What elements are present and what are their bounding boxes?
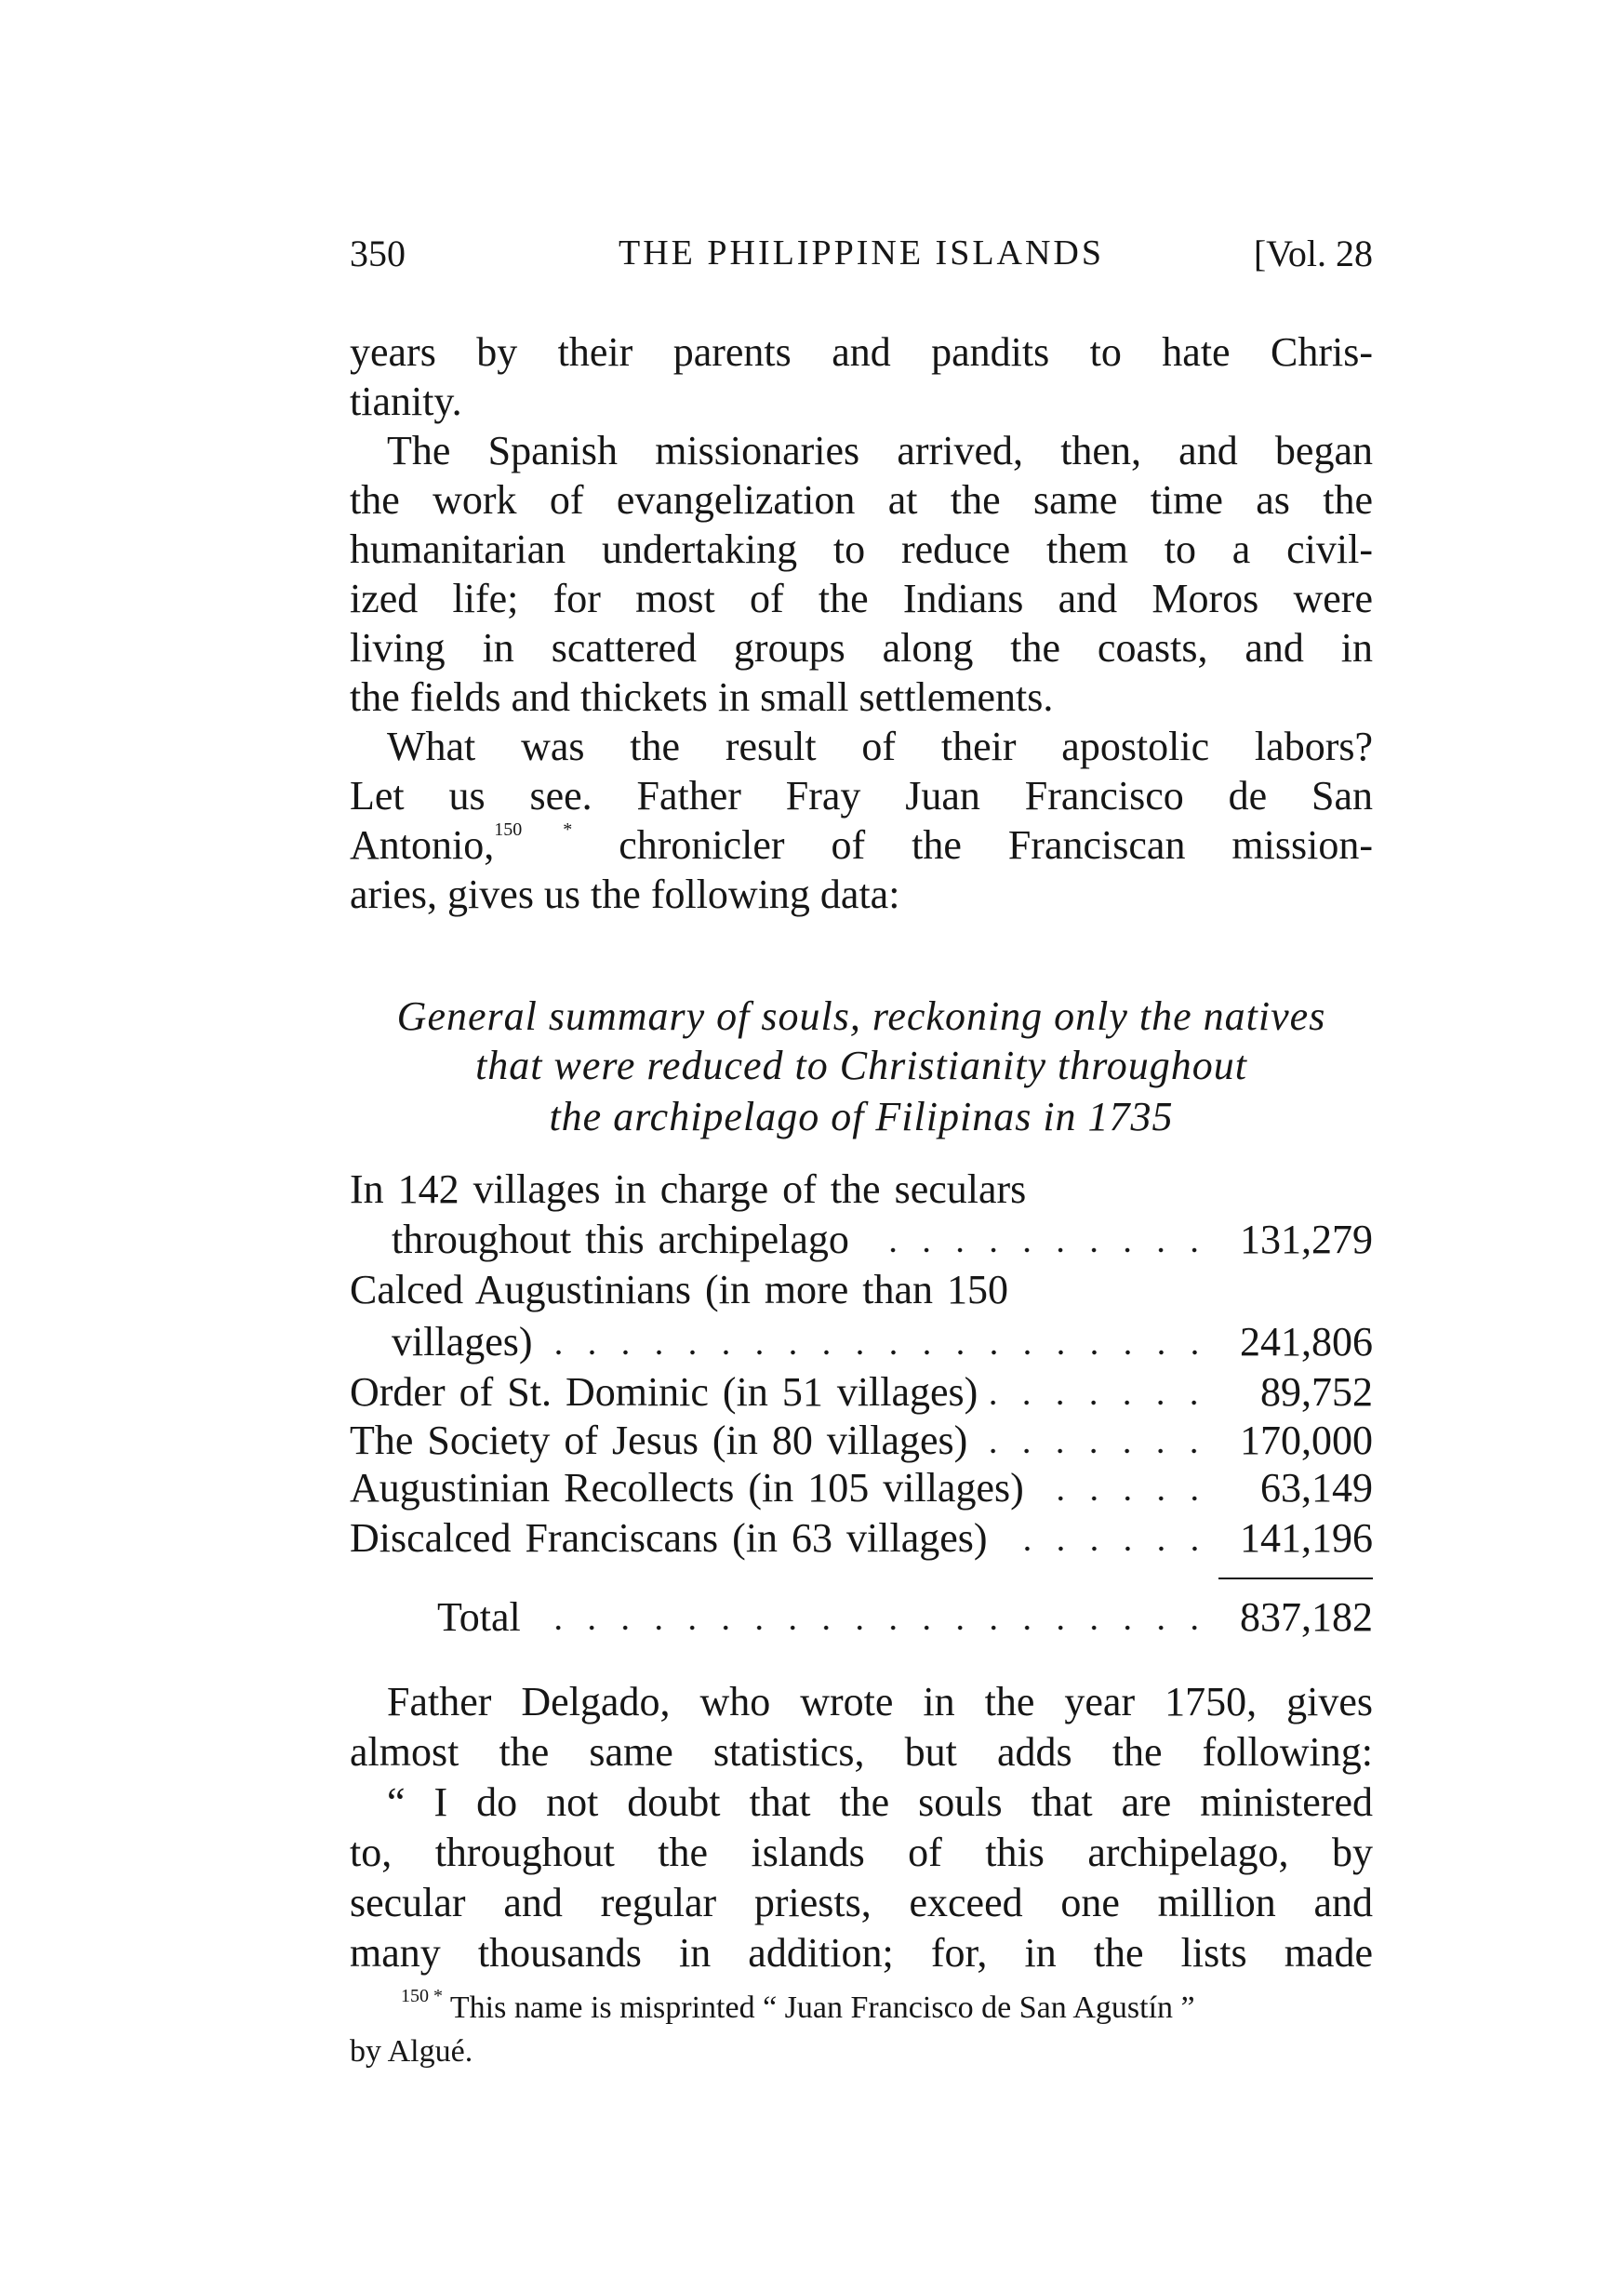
row-label: Augustinian Recollects (in 105 villages) [350,1465,1024,1511]
body-line: many thousands in addition; for, in the lists made [350,1930,1373,1976]
running-title: THE PHILIPPINE ISLANDS [619,233,1104,273]
body-line: the fields and thickets in small settlements. [350,674,1054,720]
row-value: 63,149 [1260,1465,1373,1511]
row-label: throughout this archipelago [392,1217,849,1262]
row-value: 141,196 [1240,1515,1373,1561]
footnote-text: This name is misprinted “ Juan Francisco de San Agustín ” [449,1990,1195,2025]
table-total-row [437,1592,1373,1642]
body-line: Father Delgado, who wrote in the year 1750, gives [387,1679,1373,1724]
body-line: years by their parents and pandits to hate Chris- [350,329,1373,375]
volume-label: [Vol. 28 [1253,233,1373,274]
row-label: Calced Augustinians (in more than 150 [350,1267,1008,1312]
footnote-reference: 150 * [494,820,573,840]
table-heading-line: the archipelago of Filipinas in 1735 [549,1094,1174,1139]
dot-leader [862,1247,1211,1253]
body-line: almost the same statistics, but adds the following: [350,1729,1373,1775]
dot-leader [546,1350,1211,1355]
row-value: 170,000 [1240,1418,1373,1463]
row-value: 241,806 [1240,1319,1373,1365]
table-row [350,1367,1373,1417]
body-line: aries, gives us the following data: [350,872,900,917]
dot-leader [980,1448,1211,1454]
body-line: tianity. [350,379,462,424]
footnote-line [401,1987,1373,2030]
text-run: chronicler of the Franciscan mission- [572,822,1373,868]
row-label: The Society of Jesus (in 80 villages) [350,1418,968,1463]
row-value: 131,279 [1240,1217,1373,1262]
table-heading-line: that were reduced to Christianity throughout [475,1043,1247,1088]
body-line: living in scattered groups along the coasts, and in [350,625,1373,671]
table-row [350,1265,1373,1314]
dot-leader [534,1625,1211,1631]
table-heading-line: General summary of souls, reckoning only the natives [396,993,1326,1039]
running-header [350,229,1373,278]
footnote-marker: 150 * [401,1986,443,2006]
body-line: What was the result of their apostolic labors? [387,724,1373,769]
body-line: secular and regular priests, exceed one million and [350,1880,1373,1925]
body-line: ized life; for most of the Indians and Moros were [350,576,1373,621]
text-run: Antonio, [350,822,495,868]
table-row [350,1463,1373,1512]
row-label: villages) [392,1319,533,1365]
body-line: Let us see. Father Fray Juan Francisco de San [350,773,1373,819]
body-line: the work of evangelization at the same time as the [350,477,1373,523]
body-line [350,820,1373,870]
table-row [350,1416,1373,1465]
table-row [392,1215,1373,1264]
body-line: “ I do not doubt that the souls that are ministered [387,1779,1373,1825]
row-label: Order of St. Dominic (in 51 villages) [350,1369,978,1415]
page-number: 350 [350,233,406,274]
body-line: humanitarian undertaking to reduce them to a civil- [350,526,1373,572]
footnote-line: by Algué. [350,2034,473,2069]
dot-leader [1037,1496,1211,1501]
table-row [392,1317,1373,1366]
total-value: 837,182 [1240,1594,1373,1640]
row-value: 89,752 [1260,1369,1373,1415]
body-line: to, throughout the islands of this archipelago, by [350,1830,1373,1875]
body-line: The Spanish missionaries arrived, then, and began [387,428,1373,473]
table-row [350,1165,1373,1214]
dot-leader [1001,1546,1211,1551]
row-label: In 142 villages in charge of the seculars [350,1166,1027,1212]
row-label: Discalced Franciscans (in 63 villages) [350,1515,988,1561]
dot-leader [991,1400,1211,1405]
total-label: Total [437,1594,521,1640]
sum-rule [1218,1578,1373,1579]
table-row [350,1513,1373,1563]
